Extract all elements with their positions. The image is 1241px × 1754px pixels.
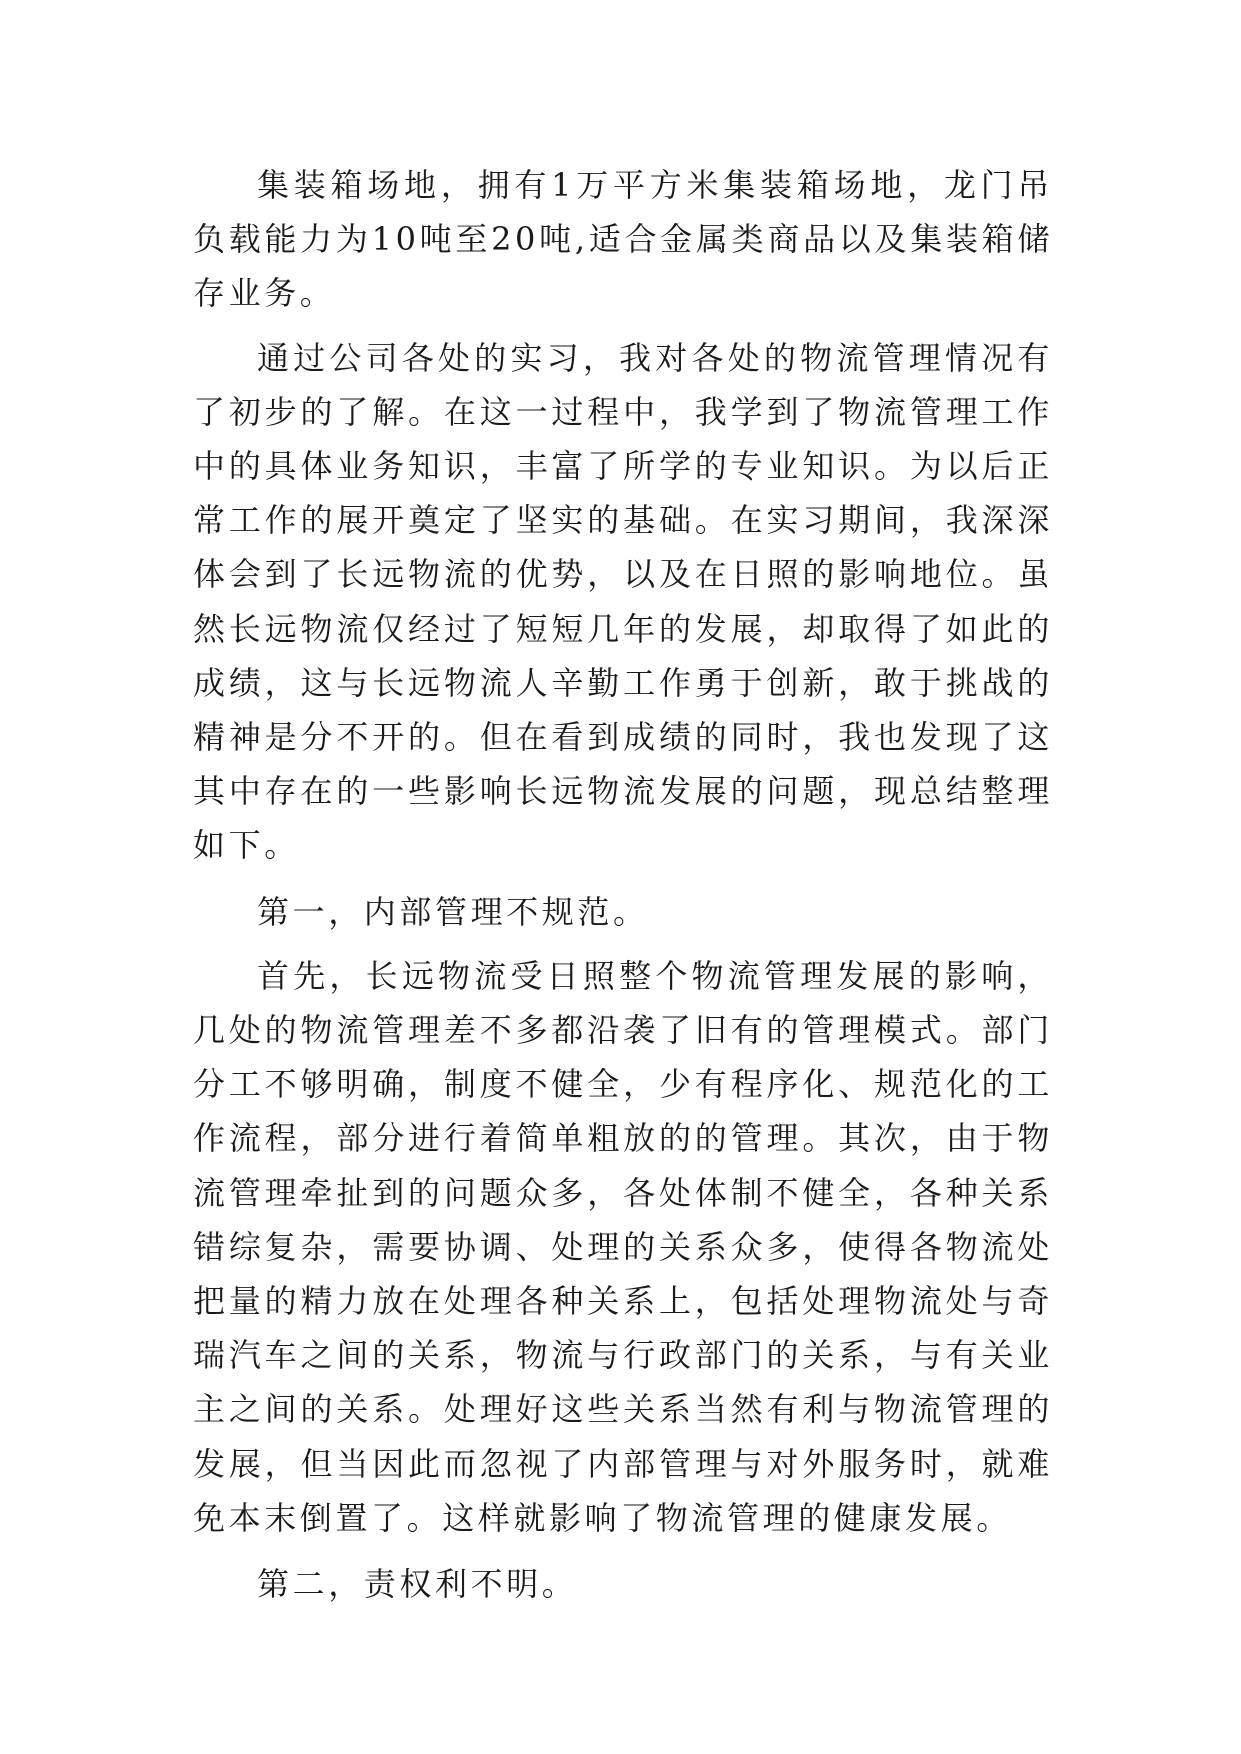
section-heading-second: 第二，责权利不明。 bbox=[257, 1565, 578, 1604]
paragraph-internship-summary: 通过公司各处的实习，我对各处的物流管理情况有了初步的了解。在这一过程中，我学到了物流管理工作中的具体业务知识，丰富了所学的专业知识。为以后正常工作的展开奠定了坚实的基础。在实习期间，我深深体会到了长远物流的优势，以及在日照的影响地位。虽然长远物流仅经过了短短几年的发展，却取得了如此的成绩，这与长远物流人辛勤工作勇于创新，敢于挑战的精神是分不开的。但在看到成绩的同时，我也发现了这其中存在的一些影响长远物流发展的问题，现总结整理如下。 bbox=[193, 338, 1053, 865]
section-heading-first: 第一，内部管理不规范。 bbox=[257, 892, 649, 931]
paragraph-container-yard: 集装箱场地，拥有1万平方米集装箱场地，龙门吊负载能力为10吨至20吨,适合金属类商品以及集装箱储存业务。 bbox=[193, 166, 1053, 313]
paragraph-internal-management: 首先，长远物流受日照整个物流管理发展的影响，几处的物流管理差不多都沿袭了旧有的管理模式。部门分工不够明确，制度不健全，少有程序化、规范化的工作流程，部分进行着简单粗放的的管理。其次，由于物流管理牵扯到的问题众多，各处体制不健全，各种关系错综复杂，需要协调、处理的关系众多，使得各物流处把量的精力放在处理各种关系上，包括处理物流处与奇瑞汽车之间的关系，物流与行政部门的关系，与有关业主之间的关系。处理好这些关系当然有利与物流管理的发展，但当因此而忽视了内部管理与对外服务时，就难免本末倒置了。这样就影响了物流管理的健康发展。 bbox=[193, 956, 1053, 1537]
document-body bbox=[193, 158, 1053, 1611]
